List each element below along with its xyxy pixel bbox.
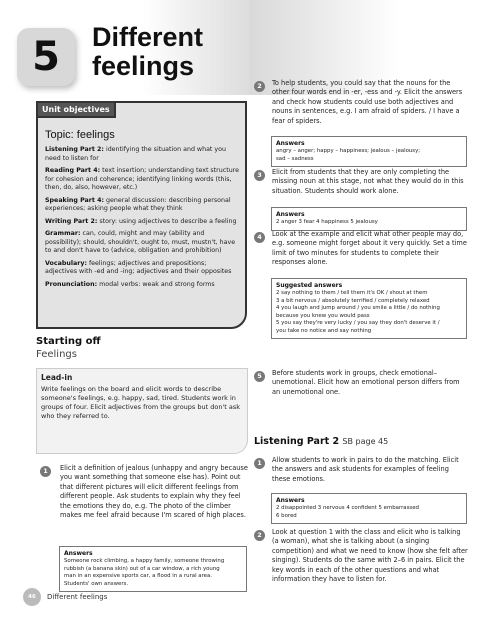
step-number: 5: [254, 371, 265, 382]
objective-text: feelings; adjectives and prepositions; adjectives with -ed and -ing; adjectives and their opposites: [45, 259, 232, 275]
unit-objectives-tab: Unit objectives: [36, 101, 116, 118]
answers-title: Answers: [276, 497, 305, 504]
leadin-title: Lead-in: [41, 373, 73, 382]
step-number: 2: [254, 81, 265, 92]
answer-line: 4 you laugh and jump around / you smile a little / do nothing: [276, 305, 440, 311]
objective-item: [45, 218, 239, 227]
objective-item: [45, 230, 239, 256]
answer-line: 3 a bit nervous / absolutely terrified / completely relaxed: [276, 297, 430, 304]
step-number: 4: [254, 232, 265, 243]
objective-text: identifying the situation and what you need to listen for: [45, 146, 226, 162]
objective-label: Grammar:: [45, 230, 81, 237]
step-text: Look at question 1 with the class and elicit who is talking (a woman), what she is talking about (a singing competition) and what we need to know (how she felt after singing). Students do the same with 2–6 in pairs. Elicit the key words in each of the other questions and what information they have to listen for.: [272, 528, 468, 584]
listening-heading: [254, 436, 388, 448]
objective-label: Reading Part 4:: [45, 167, 101, 174]
objective-text: text insertion; understanding text structure for cohesion and coherence; identifying linking words (this, then, do, also, however, etc.): [45, 167, 240, 191]
step-text: Allow students to work in pairs to do the matching. Elicit the answers and ask students for examples of feeling these emotions.: [272, 456, 459, 483]
answers-box: [271, 136, 467, 167]
objective-label: Speaking Part 4:: [45, 196, 104, 204]
answer-line: because you knew you would pass: [276, 312, 370, 319]
answers-title: Answers: [276, 140, 305, 147]
answers-title: Answers: [64, 550, 93, 557]
leadin-text: Write feelings on the board and elicit words to describe someone's feelings, e.g. happy, sad, tired. Students work in groups of four. Elicit adjectives from the groups but don't ask who they referred to.: [41, 385, 240, 420]
answer-line: 6 bored: [276, 512, 297, 519]
objective-item: [45, 146, 239, 163]
answers-box: [271, 278, 467, 339]
answer-line: man in an expensive sports car, a flood in a rural area.: [64, 573, 213, 579]
step-number: 2: [254, 530, 265, 541]
step-text: Before students work in groups, check emotional–unemotional. Elicit how an emotional person differs from an unemotional one.: [272, 369, 460, 396]
objectives-topic: Topic: feelings: [45, 129, 115, 141]
step-text: Look at the example and elicit what other people may do, e.g. someone might forget about it very quickly. Set a time limit of two minutes for students to complete their responses alone.: [272, 230, 467, 267]
objective-item: [45, 197, 239, 214]
step-number: 1: [40, 466, 51, 477]
answers-box: [59, 546, 247, 592]
listening-page-ref: SB page 45: [342, 437, 389, 446]
step-text: Elicit from students that they are only completing the missing noun at this stage, not what they would do in this situation. Students should work alone.: [272, 168, 464, 195]
answers-title: Suggested answers: [276, 282, 343, 289]
unit-title-line2: feelings: [92, 51, 195, 81]
unit-title-line1: Different: [92, 22, 204, 52]
objective-item: [45, 167, 239, 193]
answer-line: sad – sadness: [276, 155, 314, 162]
objective-item: [45, 281, 239, 290]
answer-line: 2 anger 3 fear 4 happiness 5 jealousy: [276, 219, 378, 225]
unit-title: [92, 23, 203, 81]
objective-label: Pronunciation:: [45, 280, 98, 288]
answers-title: Answers: [276, 211, 305, 218]
page-number-badge: 46: [23, 588, 41, 606]
answer-line: Someone rock climbing, a happy family, someone throwing: [64, 558, 225, 564]
listening-title: Listening Part 2: [254, 436, 340, 447]
answers-box: [271, 493, 467, 524]
answers-box: [271, 207, 467, 231]
objective-label: Listening Part 2:: [45, 146, 104, 153]
step-number: 3: [254, 170, 265, 181]
step-text: Elicit a definition of jealous (unhappy and angry because you want something that someone else has). Point out that different pictures will elicit different feelings from different people. Ask students to explain why they feel the emotions they do, e.g. The photo of the climber makes me feel afraid because I'm scared of high places.: [60, 464, 248, 520]
objective-label: Vocabulary:: [45, 259, 87, 267]
starting-off-heading: Starting off: [36, 336, 101, 347]
step-text: To help students, you could say that the nouns for the other four words end in -er, -ess and -y. Elicit the answers and check how students could use both adjectives and nouns in sentences, e.g. I am afraid of spiders. / I have a fear of spiders.: [272, 79, 463, 125]
objective-text: can, could, might and may (ability and possibility); should, shouldn't, ought to, must, mustn't, have to and don't have to (advice, obligation and prohibition): [45, 230, 236, 254]
objective-text: general discussion: describing personal experiences; asking people what they think: [45, 196, 231, 212]
objective-label: Writing Part 2:: [45, 217, 98, 225]
unit-objectives-box: [36, 101, 247, 329]
answer-line: you take no notice and say nothing: [276, 327, 372, 334]
step-number: 1: [254, 458, 265, 469]
feelings-subheading: Feelings: [36, 349, 77, 360]
answer-line: 2 say nothing to them / tell them it's OK / shout at them: [276, 290, 428, 296]
answer-line: Students' own answers.: [64, 580, 129, 587]
objective-text: modal verbs: weak and strong forms: [97, 280, 215, 288]
answer-line: 2 disappointed 3 nervous 4 confident 5 embarrassed: [276, 505, 419, 511]
unit-number: 5: [17, 28, 75, 86]
answer-line: angry – anger; happy – happiness; jealous – jealousy;: [276, 148, 421, 154]
footer-text: Different feelings: [47, 593, 108, 601]
objective-text: story: using adjectives to describe a feeling: [97, 217, 237, 225]
answer-line: rubbish (a banana skin) out of a car window, a rich young: [64, 565, 220, 572]
answer-line: 5 you say they're very lucky / you say they don't deserve it /: [276, 320, 440, 326]
objective-item: [45, 260, 239, 277]
